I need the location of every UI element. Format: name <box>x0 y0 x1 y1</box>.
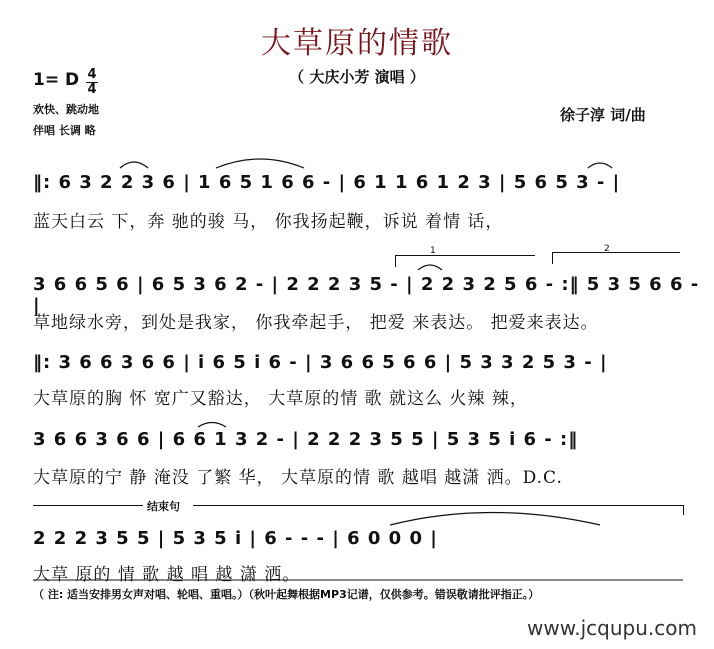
score-line-3-music: ‖: 3 6 6 3 6 6 | i 6 5 i 6 - | 3 6 6 5 6 6 | 5 3 3 2 5 3 - | <box>33 352 608 373</box>
score-line-1-lyrics: 蓝天白云 下，奔 驰的骏 马， 你我扬起鞭，诉说 着情 话， <box>33 212 504 232</box>
score-line-5-music: 2 2 2 3 5 5 | 5 3 5 i | 6 - - - | 6 0 0 0 | <box>33 528 438 549</box>
time-signature-top: 4 <box>87 67 97 82</box>
slur-mark <box>588 163 612 168</box>
score-line-5-lyrics: 大草 原的 情 歌 越 唱 越 潇 洒。 <box>33 565 301 585</box>
song-title: 大草原的情歌 <box>261 26 453 61</box>
time-signature-bottom: 4 <box>87 82 97 97</box>
score-line-2-lyrics: 草地绿水旁，到处是我家， 你我牵起手， 把爱 来表达。 把爱来表达。 <box>33 313 599 333</box>
volta-number-2: 2 <box>604 244 610 254</box>
slur-mark <box>120 162 148 168</box>
score-line-1-music: ‖: 6 3 2 2 3 6 | 1 6 5 1 6 6 - | 6 1 1 6 1 2 3 | 5 6 5 3 - | <box>33 172 621 193</box>
slur-mark <box>216 159 304 168</box>
key-signature: 1= D <box>33 70 80 90</box>
tempo-marking: 欢快、跳动地 <box>33 103 99 116</box>
slur-mark <box>418 265 442 270</box>
ending-label: 结束句 <box>147 500 180 513</box>
score-line-3-lyrics: 大草原的胸 怀 宽广又豁达， 大草原的情 歌 就这么 火辣 辣， <box>33 389 528 409</box>
composer-credit: 徐子淳 词/曲 <box>560 106 646 124</box>
performer-credit: （ 大庆小芳 演唱 ） <box>289 68 425 86</box>
slur-mark <box>390 513 600 526</box>
slur-mark <box>198 423 226 428</box>
score-line-4-music: 3 6 6 3 6 6 | 6 6 1 3 2 - | 2 2 2 3 5 5 | 5 3 5 i 6 - :‖ <box>33 429 579 450</box>
volta-number-1: 1 <box>430 246 436 256</box>
score-line-2-music: 3 6 6 5 6 | 6 5 3 6 2 - | 2 2 2 3 5 - | 2 2 3 2 5 6 - :‖ 5 3 5 6 6 - | <box>33 274 700 316</box>
site-watermark: www.jcqupu.com <box>527 616 697 640</box>
footer-note: （ 注: 适当安排男女声对唱、轮唱、重唱。）（秋叶起舞根据MP3记谱，仅供参考。错误敬请批评指正。） <box>33 588 540 601</box>
score-line-4-lyrics: 大草原的宁 静 淹没 了繁 华， 大草原的情 歌 越唱 越潇 洒。D.C. <box>33 468 563 488</box>
accompaniment-note: 伴唱 长调 略 <box>33 124 96 137</box>
